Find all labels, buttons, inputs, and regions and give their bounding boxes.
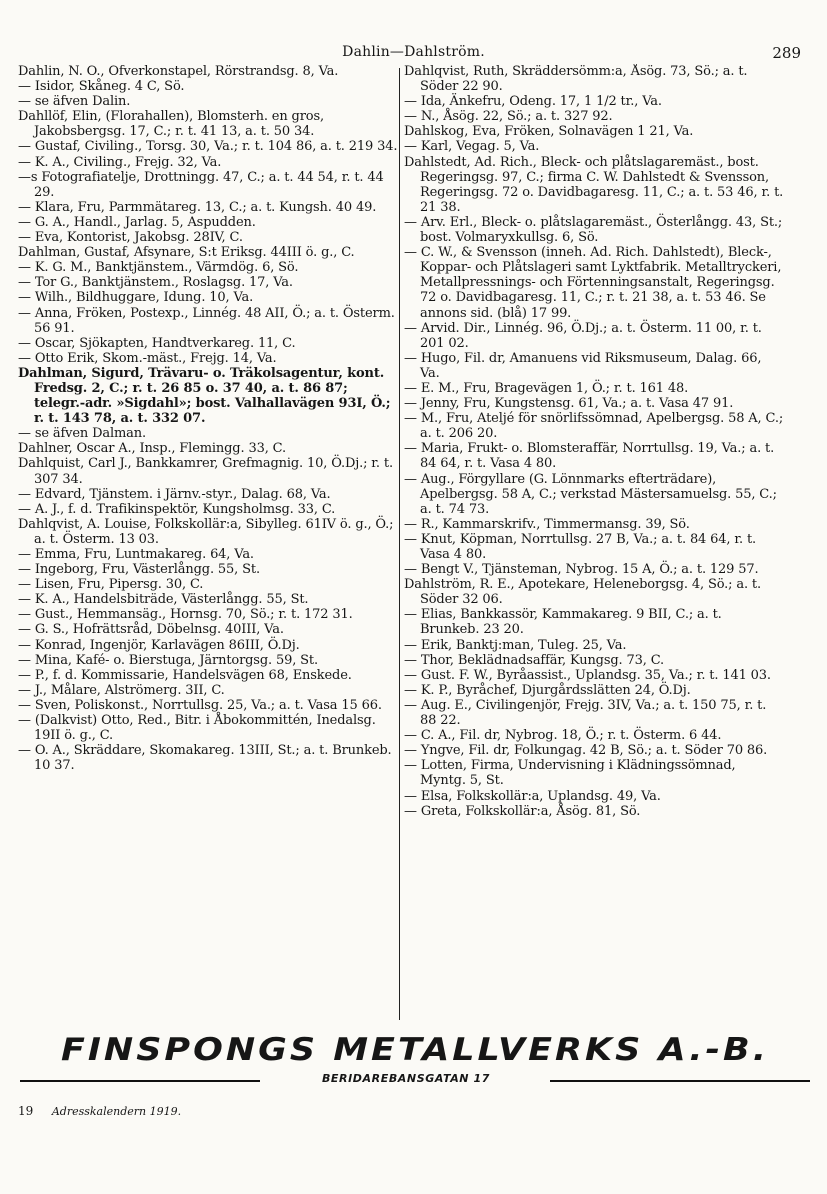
directory-entry: — Tor G., Banktjänstem., Roslagsg. 17, Va. (18, 275, 293, 291)
directory-entry: Dahlqvist, Ruth, Skräddersömm:a, Åsög. 73, Sö.; a. t. Söder 22 90. (404, 64, 748, 95)
directory-entry: — Sven, Poliskonst., Norrtullsg. 25, Va.; a. t. Vasa 15 66. (18, 697, 382, 713)
directory-entry: — Greta, Folkskollär:a, Åsög. 81, Sö. (404, 803, 641, 819)
directory-entry: — J., Målare, Alströmerg. 3II, C. (18, 682, 225, 698)
directory-entry: — K. G. M., Banktjänstem., Värmdög. 6, Sö. (18, 260, 299, 276)
right-column (404, 64, 784, 1024)
footer-page-number: 19 (18, 1104, 34, 1118)
directory-entry: — C. A., Fil. dr, Nybrog. 18, Ö.; r. t. Österm. 6 44. (404, 728, 722, 744)
directory-entry: — Maria, Frukt- o. Blomsteraffär, Norrtullsg. 19, Va.; a. t. 84 64, r. t. Vasa 4 80. (404, 441, 775, 472)
directory-entry: Dahlstedt, Ad. Rich., Bleck- och plåtslagaremäst., bost. Regeringsg. 97, C.; firma C. W. Dahlstedt & Svensson, Regeringsg. 72 o. Davidbagaresg. 11, C.; a. t. 53 46, r. t. 21 38. (404, 154, 784, 215)
directory-entry: — Yngve, Fil. dr, Folkungag. 42 B, Sö.; a. t. Söder 70 86. (404, 743, 768, 759)
directory-entry: — O. A., Skräddare, Skomakareg. 13III, St.; a. t. Brunkeb. 10 37. (18, 743, 392, 774)
directory-entry: — Karl, Vegag. 5, Va. (404, 139, 540, 155)
directory-entry: — Emma, Fru, Luntmakareg. 64, Va. (18, 547, 254, 562)
directory-entry: —s Fotografiatelje, Drottningg. 47, C.; a. t. 44 54, r. t. 44 29. (18, 169, 384, 200)
advert-rule-right (550, 1080, 810, 1082)
page-number: 289 (772, 44, 801, 62)
directory-entry: — Wilh., Bildhuggare, Idung. 10, Va. (18, 290, 254, 306)
directory-entry: Dahlqvist, A. Louise, Folkskollär:a, Sibylleg. 61IV ö. g., Ö.; a. t. Österm. 13 03. (18, 516, 394, 547)
directory-entry: — Aug., Förgyllare (G. Lönnmarks efterträdare), Apelbergsg. 58 A, C.; verkstad Mästersamuelsg. 55, C.; a. t. 74 73. (404, 471, 777, 517)
directory-entry: Dahlin, N. O., Öfverkonstapel, Rörstrandsg. 8, Va. (18, 64, 339, 79)
advert-company-name: FINSPONGS METALLVERKS A.-B. (60, 1032, 769, 1068)
page-footer (18, 1104, 181, 1118)
directory-entry: — Mina, Kafé- o. Bierstuga, Järntorgsg. 59, St. (18, 652, 318, 668)
directory-entry: — Anna, Fröken, Postexp., Linnég. 48 AII, Ö.; a. t. Österm. 56 91. (18, 305, 395, 336)
directory-entry: Dahlström, R. E., Apotekare, Heleneborgsg. 4, Sö.; a. t. Söder 32 06. (404, 577, 761, 608)
directory-entry: — Isidor, Skåneg. 4 C, Sö. (18, 79, 185, 95)
directory-entry: Dahlner, Oscar A., Insp., Flemingg. 33, C. (18, 441, 286, 457)
directory-entry: Dahlman, Sigurd, Trävaru- o. Träkolsagentur, kont. Fredsg. 2, C.; r. t. 26 85 o. 37 40, a. t. 86 87; telegr.-adr. »Sigdahl»; bost. Valhallavägen 93I, Ö.; r. t. 143 78, a. t. 332 07. (18, 365, 391, 427)
directory-entry: — N., Åsög. 22, Sö.; a. t. 327 92. (404, 109, 613, 125)
directory-entry: — E. M., Fru, Bragevägen 1, Ö.; r. t. 161 48. (404, 380, 689, 396)
directory-entry: — Jenny, Fru, Kungstensg. 61, Va.; a. t. Vasa 47 91. (404, 396, 734, 412)
directory-entry: — Erik, Banktj:man, Tuleg. 25, Va. (404, 637, 627, 653)
directory-entry: — se äfven Dalin. (18, 94, 131, 110)
directory-entry: — K. A., Handelsbiträde, Västerlångg. 55, St. (18, 592, 309, 608)
directory-entry: — Gust. F. W., Byråassist., Uplandsg. 35, Va.; r. t. 141 03. (404, 667, 771, 683)
directory-entry: — K. P., Byråchef, Djurgårdsslätten 24, Ö.Dj. (404, 682, 691, 698)
directory-entry: — C. W., & Svensson (inneh. Ad. Rich. Dahlstedt), Bleck-, Koppar- och Plåtslageri samt Lyktfabrik. Metalltryckeri, Metallpressnings- och Förtenningsanstalt, Regeringsg. 72 o. Davidbagaresg. 11, C.; r. t. 21 38, a. t. 53 46. Se annons sid. (blå) 17 99. (404, 245, 782, 321)
directory-entry: — Bengt V., Tjänsteman, Nybrog. 15 A, Ö.; a. t. 129 57. (404, 562, 759, 578)
column-divider (399, 68, 400, 1020)
directory-entry: — (Dalkvist) Otto, Red., Bitr. i Åbokommittén, Inedalsg. 19II ö. g., C. (18, 713, 376, 744)
directory-entry: — Elsa, Folkskollär:a, Uplandsg. 49, Va. (404, 788, 661, 804)
directory-entry: — K. A., Civiling., Frejg. 32, Va. (18, 154, 222, 170)
directory-entry: — R., Kammarskrifv., Timmermansg. 39, Sö. (404, 516, 690, 532)
advert-address-line (20, 1074, 810, 1088)
directory-entry: — Aug. E., Civilingenjör, Frejg. 3IV, Va.; a. t. 150 75, r. t. 88 22. (404, 697, 767, 729)
directory-entry: — Arv. Erl., Bleck- o. plåtslagaremäst., Österlångg. 43, St.; bost. Volmaryxkullsg. 6, Sö. (404, 214, 783, 246)
directory-entry: — Lotten, Firma, Undervisning i Klädningssömnad, Myntg. 5, St. (404, 758, 736, 789)
directory-entry: — P., f. d. Kommissarie, Handelsvägen 68, Enskede. (18, 667, 352, 683)
directory-entry: — Knut, Köpman, Norrtullsg. 27 B, Va.; a. t. 84 64, r. t. Vasa 4 80. (404, 531, 757, 562)
footer-calendar-title: Adresskalendern 1919. (51, 1105, 182, 1118)
running-head: Dahlin—Dahlström. (342, 44, 485, 60)
directory-entry: — Oscar, Sjökapten, Handtverkareg. 11, C. (18, 335, 296, 351)
directory-entry: — G. S., Hofrättsråd, Döbelnsg. 40III, Va. (18, 622, 284, 638)
directory-entry: — A. J., f. d. Trafikinspektör, Kungsholmsg. 33, C. (18, 501, 336, 517)
advert-banner (20, 1030, 810, 1070)
directory-entry: — Thor, Beklädnadsaffär, Kungsg. 73, C. (404, 652, 665, 668)
directory-entry: — se äfven Dalman. (18, 426, 146, 442)
directory-entry: — Lisen, Fru, Pipersg. 30, C. (18, 577, 204, 593)
directory-columns (18, 64, 814, 1024)
left-column (18, 64, 398, 1024)
advert-rule-left (20, 1080, 260, 1082)
directory-entry: — Elias, Bankkassör, Kammakareg. 9 BII, C.; a. t. Brunkeb. 23 20. (404, 607, 722, 638)
directory-entry: — Gust., Hemmansäg., Hornsg. 70, Sö.; r. t. 172 31. (18, 607, 353, 623)
directory-entry: — G. A., Handl., Jarlag. 5, Aspudden. (18, 214, 256, 230)
directory-entry: — Konrad, Ingenjör, Karlavägen 86III, Ö.Dj. (18, 637, 300, 653)
directory-entry: — Eva, Kontorist, Jakobsg. 28IV, C. (18, 230, 243, 246)
advert-address: BERIDAREBANSGATAN 17 (321, 1072, 491, 1085)
directory-entry: Dahlquist, Carl J., Bankkamrer, Grefmagnig. 10, Ö.Dj.; r. t. 307 34. (18, 456, 393, 487)
directory-entry: Dahlman, Gustaf, Afsynare, S:t Eriksg. 44III ö. g., C. (18, 245, 355, 261)
directory-entry: Dahlskog, Eva, Fröken, Solnavägen 1 21, Va. (404, 124, 694, 140)
directory-entry: Dahllöf, Elin, (Florahallen), Blomsterh. en gros, Jakobsbergsg. 17, C.; r. t. 41 13, a. t. 50 34. (18, 109, 324, 140)
directory-entry: — Hugo, Fil. dr, Amanuens vid Riksmuseum, Dalag. 66, Va. (404, 350, 762, 381)
directory-entry: — Edvard, Tjänstem. i Järnv.-styr., Dalag. 68, Va. (18, 486, 331, 502)
directory-entry: — Gustaf, Civiling., Torsg. 30, Va.; r. t. 104 86, a. t. 219 34. (18, 139, 398, 155)
directory-entry: — Arvid. Dir., Linnég. 96, Ö.Dj.; a. t. Österm. 11 00, r. t. 201 02. (404, 320, 762, 351)
directory-entry: — Ida, Änkefru, Odeng. 17, 1 1/2 tr., Va. (404, 94, 662, 110)
directory-entry: — Klara, Fru, Parmmätareg. 13, C.; a. t. Kungsh. 40 49. (18, 199, 377, 215)
directory-entry: — Otto Erik, Skom.-mäst., Frejg. 14, Va. (18, 350, 277, 366)
directory-entry: — Ingeborg, Fru, Västerlångg. 55, St. (18, 562, 260, 578)
page-header (0, 44, 827, 66)
directory-entry: — M., Fru, Ateljé för snörlifssömnad, Apelbergsg. 58 A, C.; a. t. 206 20. (404, 411, 784, 442)
